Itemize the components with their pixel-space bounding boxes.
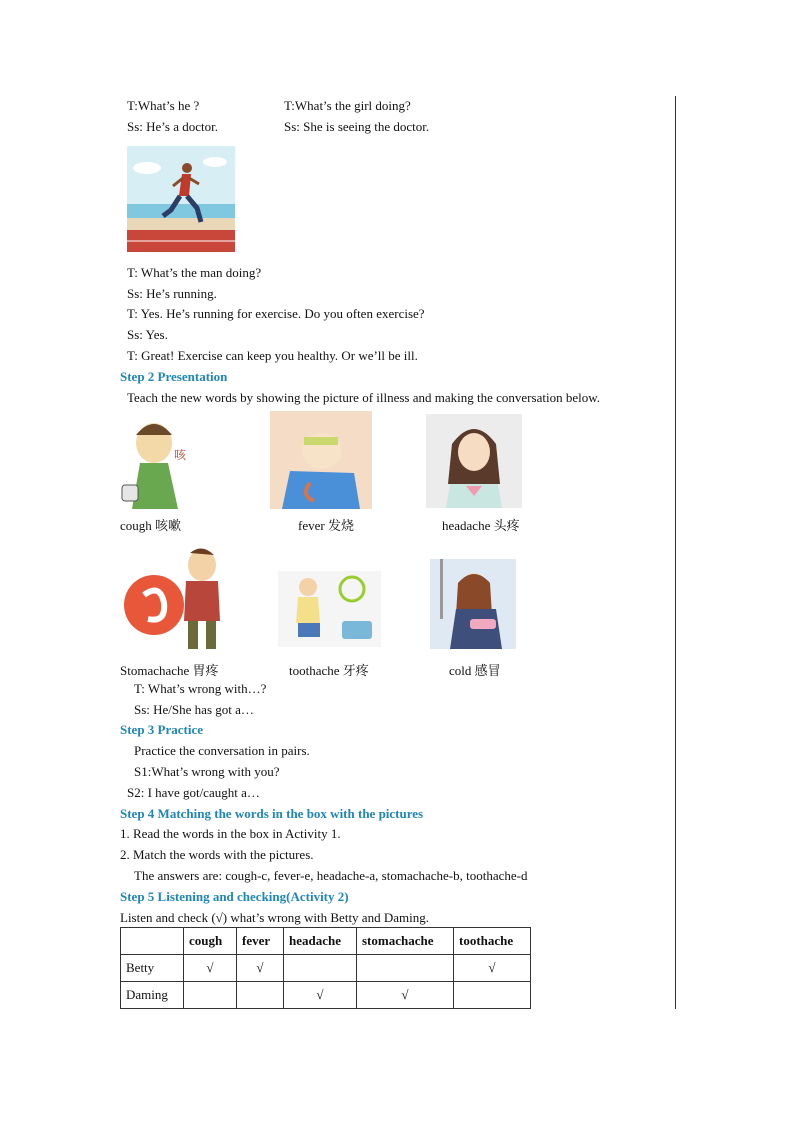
- step3-line: Practice the conversation in pairs.: [134, 743, 310, 758]
- table-cell: [357, 955, 454, 982]
- table-cell: [184, 982, 237, 1009]
- table-cell: √: [357, 982, 454, 1009]
- warmup-line: Ss: Yes.: [127, 327, 168, 342]
- checklist-table: [120, 927, 531, 1009]
- table-cell: √: [454, 955, 531, 982]
- dialogue-line: Ss: He/She has got a…: [134, 702, 254, 717]
- warmup-line: T: Great! Exercise can keep you healthy. Or we’ll be ill.: [127, 348, 418, 363]
- table-header-cell: stomachache: [357, 928, 454, 955]
- table-header-row: [121, 928, 531, 955]
- caption-fever: fever 发烧: [298, 518, 354, 533]
- step3-line: S1:What’s wrong with you?: [134, 764, 280, 779]
- step3-title: Step 3 Practice: [120, 722, 204, 737]
- caption-cold: cold 感冒: [449, 663, 501, 678]
- table-cell: √: [237, 955, 284, 982]
- headache-image: [426, 414, 522, 508]
- table-header-cell: toothache: [454, 928, 531, 955]
- step3-line: S2: I have got/caught a…: [127, 785, 260, 800]
- step2-title: Step 2 Presentation: [120, 369, 228, 384]
- running-man-image: [127, 146, 235, 252]
- step2-intro: Teach the new words by showing the picture of illness and making the conversation below.: [127, 390, 600, 405]
- step4-answers: The answers are: cough-c, fever-e, headache-a, stomachache-b, toothache-d: [134, 868, 528, 883]
- step4-line: 2. Match the words with the pictures.: [120, 847, 314, 862]
- table-row: [121, 982, 531, 1009]
- step5-title: Step 5 Listening and checking(Activity 2): [120, 889, 349, 904]
- table-cell: √: [184, 955, 237, 982]
- stomachache-image: [120, 543, 232, 651]
- dialogue-line: Ss: He’s a doctor.: [127, 119, 218, 134]
- dialogue-line: Ss: She is seeing the doctor.: [284, 119, 430, 134]
- right-margin-rule: [675, 96, 676, 1009]
- caption-headache: headache 头疼: [442, 518, 520, 533]
- table-header-cell: [121, 928, 184, 955]
- table-cell: [237, 982, 284, 1009]
- table-cell: [284, 955, 357, 982]
- caption-stomachache: Stomachache 胃疼: [120, 663, 219, 678]
- step4-line: 1. Read the words in the box in Activity 1.: [120, 826, 341, 841]
- warmup-line: Ss: He’s running.: [127, 286, 217, 301]
- step5-intro: Listen and check (√) what’s wrong with Betty and Daming.: [120, 910, 429, 925]
- table-cell: Betty: [121, 955, 184, 982]
- cough-image: [120, 413, 188, 509]
- dialogue-line: T: What’s wrong with…?: [134, 681, 267, 696]
- table-header-cell: cough: [184, 928, 237, 955]
- fever-image: [270, 411, 372, 509]
- table-cell: [454, 982, 531, 1009]
- svg-text:咳: 咳: [174, 448, 187, 462]
- caption-cough: cough 咳嗽: [120, 518, 182, 533]
- table-header-cell: headache: [284, 928, 357, 955]
- table-cell: Daming: [121, 982, 184, 1009]
- table-row: [121, 955, 531, 982]
- warmup-line: T: What’s the man doing?: [127, 265, 262, 280]
- toothache-image: [278, 571, 381, 647]
- table-cell: √: [284, 982, 357, 1009]
- table-header-cell: fever: [237, 928, 284, 955]
- dialogue-line: T:What’s the girl doing?: [284, 98, 411, 113]
- step4-title: Step 4 Matching the words in the box with the pictures: [120, 806, 424, 821]
- warmup-line: T: Yes. He’s running for exercise. Do you often exercise?: [127, 306, 425, 321]
- caption-toothache: toothache 牙疼: [289, 663, 369, 678]
- dialogue-line: T:What’s he ?: [127, 98, 200, 113]
- cold-image: [430, 559, 516, 649]
